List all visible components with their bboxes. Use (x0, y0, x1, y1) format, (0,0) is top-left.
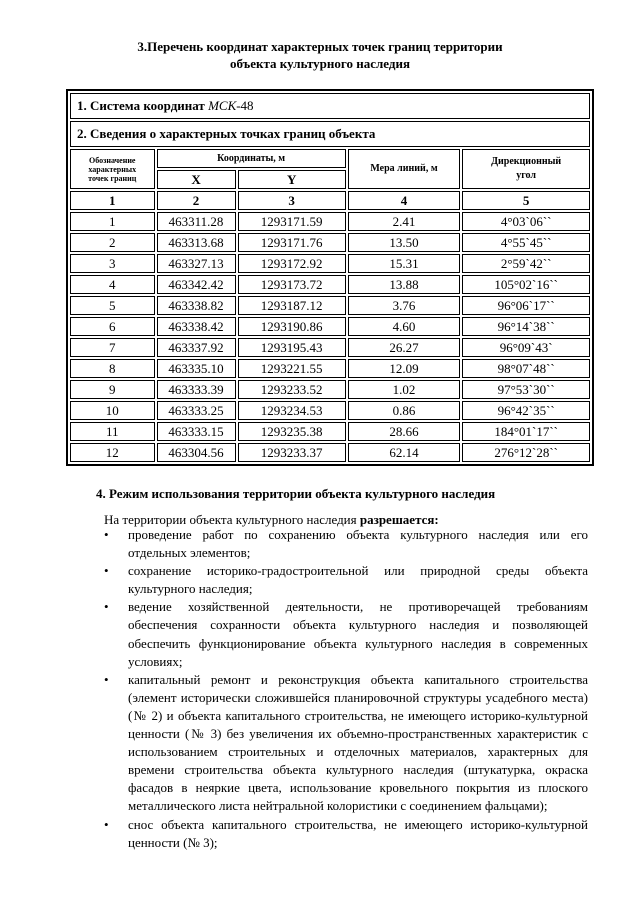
x-coordinate-cell: 463313.68 (157, 233, 236, 252)
table-row (70, 233, 590, 252)
table-row (70, 338, 590, 357)
y-coordinate-cell: 1293235.38 (238, 422, 346, 441)
point-number-cell: 10 (70, 401, 155, 420)
line-length-cell: 4.60 (348, 317, 461, 336)
line-length-cell: 13.88 (348, 275, 461, 294)
direction-angle-cell: 96°06`17`` (462, 296, 590, 315)
direction-angle-cell: 184°01`17`` (462, 422, 590, 441)
y-coordinate-cell: 1293187.12 (238, 296, 346, 315)
table-row (70, 443, 590, 462)
line-length-cell: 1.02 (348, 380, 461, 399)
point-number-cell: 6 (70, 317, 155, 336)
table-header-row (70, 149, 590, 168)
intro-text: На территории объекта культурного наследия (104, 512, 360, 527)
header-line-length: Мера линий, м (348, 149, 461, 189)
list-item-text: ведение хозяйственной деятельности, не противоречащей требованиям обеспечения сохранности объекта культурного наследия и позволяющей обеспечить функционирование объекта культурного наследия в современных условиях; (128, 599, 588, 669)
x-coordinate-cell: 463338.42 (157, 317, 236, 336)
coordinate-system-label: 1. Система координат (77, 98, 205, 113)
bullet-icon: • (104, 671, 109, 687)
coordinate-system-code: -48 (236, 98, 254, 113)
table-row (70, 212, 590, 231)
point-number-cell: 7 (70, 338, 155, 357)
point-number-cell: 5 (70, 296, 155, 315)
header-direction-angle: Дирекционный угол (462, 149, 590, 189)
direction-angle-cell: 97°53`30`` (462, 380, 590, 399)
list-item-text: снос объекта капитального строительства, не имеющего историко-культурной ценности (№ 3); (128, 816, 588, 850)
x-coordinate-cell: 463304.56 (157, 443, 236, 462)
y-coordinate-cell: 1293233.37 (238, 443, 346, 462)
coordinate-system-row (70, 93, 590, 119)
direction-angle-cell: 96°42`35`` (462, 401, 590, 420)
y-coordinate-cell: 1293221.55 (238, 359, 346, 378)
point-number-cell: 2 (70, 233, 155, 252)
bullet-icon: • (104, 816, 109, 832)
y-coordinate-cell: 1293190.86 (238, 317, 346, 336)
direction-angle-cell: 4°03`06`` (462, 212, 590, 231)
point-number-cell: 4 (70, 275, 155, 294)
bullet-icon: • (104, 527, 109, 542)
y-coordinate-cell: 1293234.53 (238, 401, 346, 420)
direction-angle-cell: 2°59`42`` (462, 254, 590, 273)
list-item (100, 671, 588, 816)
direction-angle-cell: 276°12`28`` (462, 443, 590, 462)
list-item (100, 562, 588, 598)
line-length-cell: 2.41 (348, 212, 461, 231)
header-coordinates: Координаты, м (157, 149, 346, 168)
column-number: 1 (70, 191, 155, 210)
point-number-cell: 11 (70, 422, 155, 441)
point-number-cell: 12 (70, 443, 155, 462)
column-number: 4 (348, 191, 461, 210)
table-row (70, 317, 590, 336)
table-row (70, 275, 590, 294)
document-title (0, 38, 640, 72)
list-item (100, 816, 588, 852)
section-4-title: 4. Режим использования территории объекта культурного наследия (96, 486, 496, 501)
bullet-icon: • (104, 563, 109, 579)
header-designation: Обозначение характерных точек границ (70, 149, 155, 189)
x-coordinate-cell: 463333.39 (157, 380, 236, 399)
column-numbers-row (70, 191, 590, 210)
point-number-cell: 9 (70, 380, 155, 399)
table-row (70, 254, 590, 273)
y-coordinate-cell: 1293233.52 (238, 380, 346, 399)
y-coordinate-cell: 1293173.72 (238, 275, 346, 294)
y-coordinate-cell: 1293172.92 (238, 254, 346, 273)
bullet-icon: • (104, 599, 109, 615)
x-coordinate-cell: 463327.13 (157, 254, 236, 273)
table-row (70, 422, 590, 441)
table-row (70, 296, 590, 315)
column-number: 5 (462, 191, 590, 210)
title-line-2: объекта культурного наследия (230, 56, 410, 71)
coordinates-table-body (70, 212, 590, 462)
permitted-activities-list (100, 526, 588, 852)
line-length-cell: 13.50 (348, 233, 461, 252)
line-length-cell: 26.27 (348, 338, 461, 357)
table-row (70, 380, 590, 399)
point-number-cell: 8 (70, 359, 155, 378)
list-item-text: капитальный ремонт и реконструкция объекта капитального строительства (элемент исторически сложившейся планировочной структуры усадебного места) (№ 2) и объекта капитального строительства, не имеющего историко-культурной ценности (№ 3) без увеличения их объемно-пространственных характеристик с использованием строительных и отделочных материалов, характерных для времени строительства объекта культурного наследия (штукатурка, окраска фасадов в неяркие цвета, использование кровельного покрытия из плоского металлического листа нейтральной колористики с соединением фальцами); (128, 671, 588, 814)
list-item-text: проведение работ по сохранению объекта культурного наследия или его отдельных элементов; (128, 527, 588, 561)
y-coordinate-cell: 1293195.43 (238, 338, 346, 357)
header-y: Y (238, 170, 346, 189)
x-coordinate-cell: 463335.10 (157, 359, 236, 378)
x-coordinate-cell: 463333.25 (157, 401, 236, 420)
column-number: 3 (238, 191, 346, 210)
line-length-cell: 0.86 (348, 401, 461, 420)
line-length-cell: 62.14 (348, 443, 461, 462)
line-length-cell: 12.09 (348, 359, 461, 378)
y-coordinate-cell: 1293171.59 (238, 212, 346, 231)
point-number-cell: 3 (70, 254, 155, 273)
list-item (100, 526, 588, 562)
direction-angle-cell: 105°02`16`` (462, 275, 590, 294)
list-item-text: сохранение историко-градостроительной или природной среды объекта культурного наследия; (128, 563, 588, 597)
coordinates-frame (66, 89, 594, 466)
coordinate-system-name: МСК (208, 98, 237, 113)
intro-bold: разрешается: (359, 512, 439, 527)
x-coordinate-cell: 463342.42 (157, 275, 236, 294)
coordinates-table (68, 147, 592, 464)
header-x: X (157, 170, 236, 189)
direction-angle-cell: 4°55`45`` (462, 233, 590, 252)
point-number-cell: 1 (70, 212, 155, 231)
table-row (70, 359, 590, 378)
line-length-cell: 15.31 (348, 254, 461, 273)
direction-angle-cell: 98°07`48`` (462, 359, 590, 378)
x-coordinate-cell: 463337.92 (157, 338, 236, 357)
y-coordinate-cell: 1293171.76 (238, 233, 346, 252)
line-length-cell: 3.76 (348, 296, 461, 315)
points-header-row: 2. Сведения о характерных точках границ объекта (70, 121, 590, 147)
x-coordinate-cell: 463333.15 (157, 422, 236, 441)
direction-angle-cell: 96°14`38`` (462, 317, 590, 336)
x-coordinate-cell: 463311.28 (157, 212, 236, 231)
title-line-1: 3.Перечень координат характерных точек границ территории (137, 39, 503, 54)
x-coordinate-cell: 463338.82 (157, 296, 236, 315)
direction-angle-cell: 96°09`43` (462, 338, 590, 357)
table-row (70, 401, 590, 420)
list-item (100, 598, 588, 670)
line-length-cell: 28.66 (348, 422, 461, 441)
column-number: 2 (157, 191, 236, 210)
